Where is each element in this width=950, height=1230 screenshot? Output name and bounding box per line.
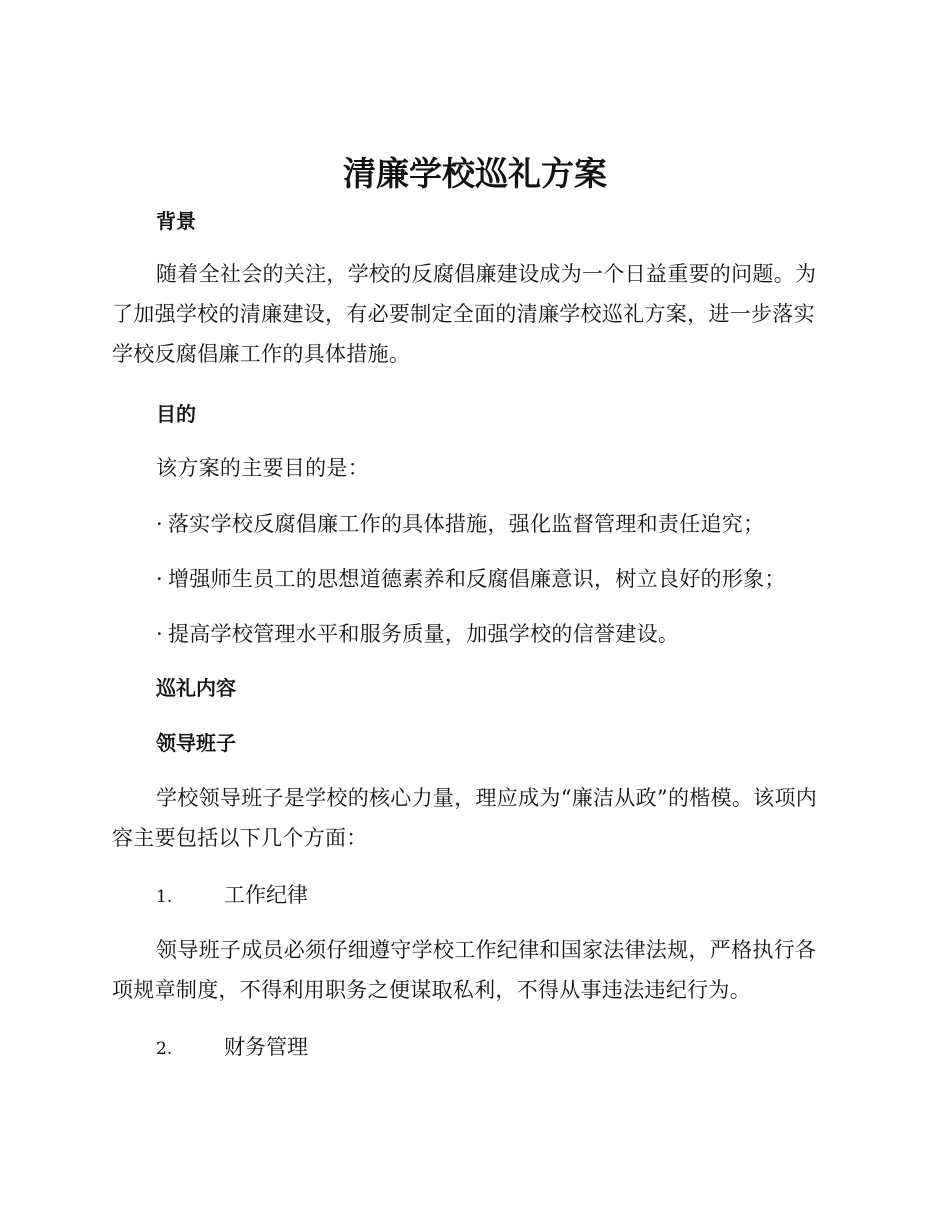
- bullet-dot: ·: [156, 567, 163, 591]
- purpose-intro: 该方案的主要目的是：: [156, 456, 369, 480]
- item-label: 财务管理: [224, 1035, 308, 1059]
- section-heading-leadership: 领导班子: [156, 731, 236, 755]
- bullet-dot: ·: [156, 512, 163, 536]
- purpose-bullet-text: 提高学校管理水平和服务质量，加强学校的信誉建设。: [168, 622, 680, 646]
- section-heading-background: 背景: [156, 209, 196, 233]
- purpose-bullet-text: 落实学校反腐倡廉工作的具体措施，强化监督管理和责任追究；: [168, 512, 765, 536]
- bullet-dot: ·: [156, 622, 163, 646]
- leadership-paragraph: 学校领导班子是学校的核心力量，理应成为“廉洁从政”的楷模。该项内容主要包括以下几个方面：: [112, 786, 818, 850]
- section-heading-purpose: 目的: [156, 402, 196, 426]
- purpose-bullet-item: [156, 619, 679, 649]
- item-number: 2.: [156, 1039, 173, 1059]
- discipline-paragraph: 领导班子成员必须仔细遵守学校工作纪律和国家法律法规，严格执行各项规章制度，不得利用职务之便谋取私利，不得从事违法违纪行为。: [112, 938, 817, 1002]
- numbered-item: [156, 1032, 308, 1064]
- background-paragraph: 随着全社会的关注，学校的反腐倡廉建设成为一个日益重要的问题。为了加强学校的清廉建设，有必要制定全面的清廉学校巡礼方案，进一步落实学校反腐倡廉工作的具体措施。: [112, 262, 817, 366]
- item-label: 工作纪律: [224, 883, 308, 907]
- document-title: 清廉学校巡礼方案: [343, 154, 607, 193]
- purpose-bullet-text: 增强师生员工的思想道德素养和反腐倡廉意识，树立良好的形象；: [168, 567, 786, 591]
- purpose-bullet-item: [156, 564, 786, 594]
- item-number: 1.: [156, 887, 173, 907]
- numbered-item: [156, 880, 308, 912]
- purpose-bullet-item: [156, 509, 764, 539]
- section-heading-content: 巡礼内容: [156, 676, 236, 700]
